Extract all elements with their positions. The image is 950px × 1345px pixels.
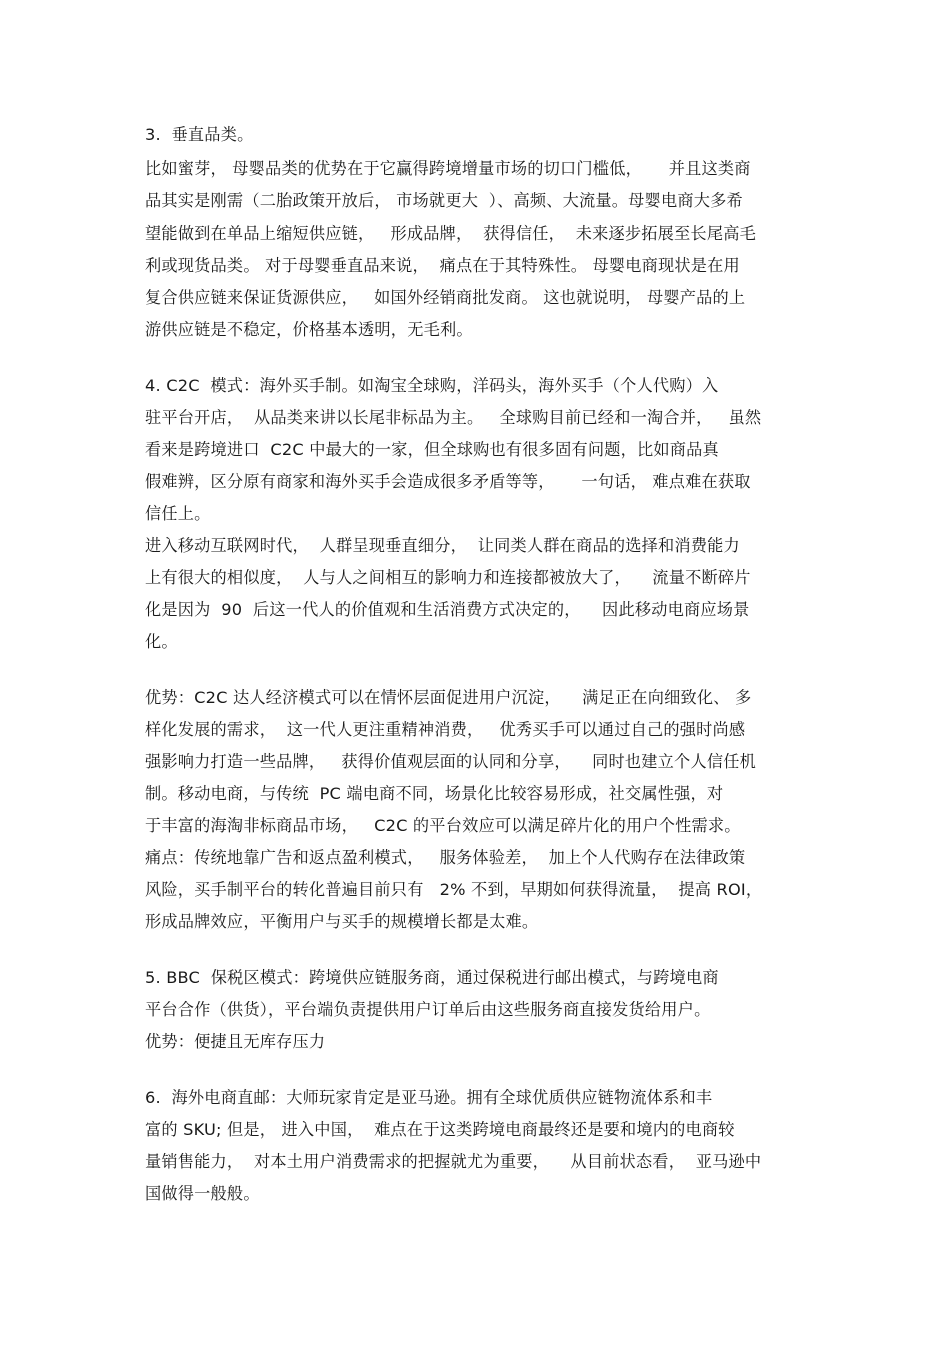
paragraph-line: 化。 — [145, 632, 178, 651]
section-heading: 4. C2C 模式：海外买手制。如淘宝全球购，洋码头，海外买手（个人代购）入 — [145, 376, 719, 395]
paragraph-line: 优势：C2C 达人经济模式可以在情怀层面促进用户沉淀， 满足正在向细致化、 多 — [145, 688, 752, 707]
paragraph-line: 形成品牌效应，平衡用户与买手的规模增长都是太难。 — [145, 912, 539, 931]
paragraph-line: 制。移动电商，与传统 PC 端电商不同，场景化比较容易形成，社交属性强，对 — [145, 784, 724, 803]
paragraph-line: 样化发展的需求， 这一代人更注重精神消费， 优秀买手可以通过自己的强时尚感 — [145, 720, 746, 739]
paragraph-line: 望能做到在单品上缩短供应链， 形成品牌， 获得信任， 未来逐步拓展至长尾高毛 — [145, 224, 756, 243]
paragraph-line: 复合供应链来保证货源供应， 如国外经销商批发商。 这也就说明， 母婴产品的上 — [145, 288, 746, 307]
paragraph-line: 强影响力打造一些品牌， 获得价值观层面的认同和分享， 同时也建立个人信任机 — [145, 752, 756, 771]
paragraph-line: 化是因为 90 后这一代人的价值观和生活消费方式决定的， 因此移动电商应场景 — [145, 600, 750, 619]
paragraph-line: 品其实是刚需（二胎政策开放后， 市场就更大 ）、高频、大流量。母婴电商大多希 — [145, 191, 743, 210]
section-heading: 5. BBC 保税区模式：跨境供应链服务商，通过保税进行邮出模式，与跨境电商 — [145, 968, 719, 987]
paragraph-line: 痛点：传统地靠广告和返点盈利模式， 服务体验差， 加上个人代购存在法律政策 — [145, 848, 746, 867]
paragraph-line: 假难辨，区分原有商家和海外买手会造成很多矛盾等等， 一句话， 难点难在获取 — [145, 472, 751, 491]
paragraph-line: 量销售能力， 对本土用户消费需求的把握就尤为重要， 从目前状态看， 亚马逊中 — [145, 1152, 762, 1171]
paragraph-line: 平台合作（供货），平台端负责提供用户订单后由这些服务商直接发货给用户。 — [145, 1000, 711, 1019]
paragraph-line: 游供应链是不稳定，价格基本透明，无毛利。 — [145, 320, 473, 339]
paragraph-line: 信任上。 — [145, 504, 211, 523]
paragraph-line: 富的 SKU; 但是， 进入中国， 难点在于这类跨境电商最终还是要和境内的电商较 — [145, 1120, 735, 1139]
paragraph-line: 利或现货品类。 对于母婴垂直品来说， 痛点在于其特殊性。 母婴电商现状是在用 — [145, 256, 740, 275]
section-heading: 3. 垂直品类。 — [145, 125, 254, 144]
paragraph-line: 国做得一般般。 — [145, 1184, 260, 1203]
paragraph-line: 优势：便捷且无库存压力 — [145, 1032, 326, 1051]
paragraph-line: 比如蜜芽， 母婴品类的优势在于它赢得跨境增量市场的切口门槛低， 并且这类商 — [145, 159, 751, 178]
section-heading: 6. 海外电商直邮：大师玩家肯定是亚马逊。拥有全球优质供应链物流体系和丰 — [145, 1088, 713, 1107]
paragraph-line: 看来是跨境进口 C2C 中最大的一家，但全球购也有很多固有问题，比如商品真 — [145, 440, 719, 459]
paragraph-line: 于丰富的海淘非标商品市场， C2C 的平台效应可以满足碎片化的用户个性需求。 — [145, 816, 741, 835]
paragraph-line: 驻平台开店， 从品类来讲以长尾非标品为主。 全球购目前已经和一淘合并， 虽然 — [145, 408, 762, 427]
paragraph-line: 上有很大的相似度， 人与人之间相互的影响力和连接都被放大了， 流量不断碎片 — [145, 568, 751, 587]
paragraph-line: 风险，买手制平台的转化普遍目前只有 2% 不到，早期如何获得流量， 提高 ROI， — [145, 880, 763, 899]
paragraph-line: 进入移动互联网时代， 人群呈现垂直细分， 让同类人群在商品的选择和消费能力 — [145, 536, 740, 555]
